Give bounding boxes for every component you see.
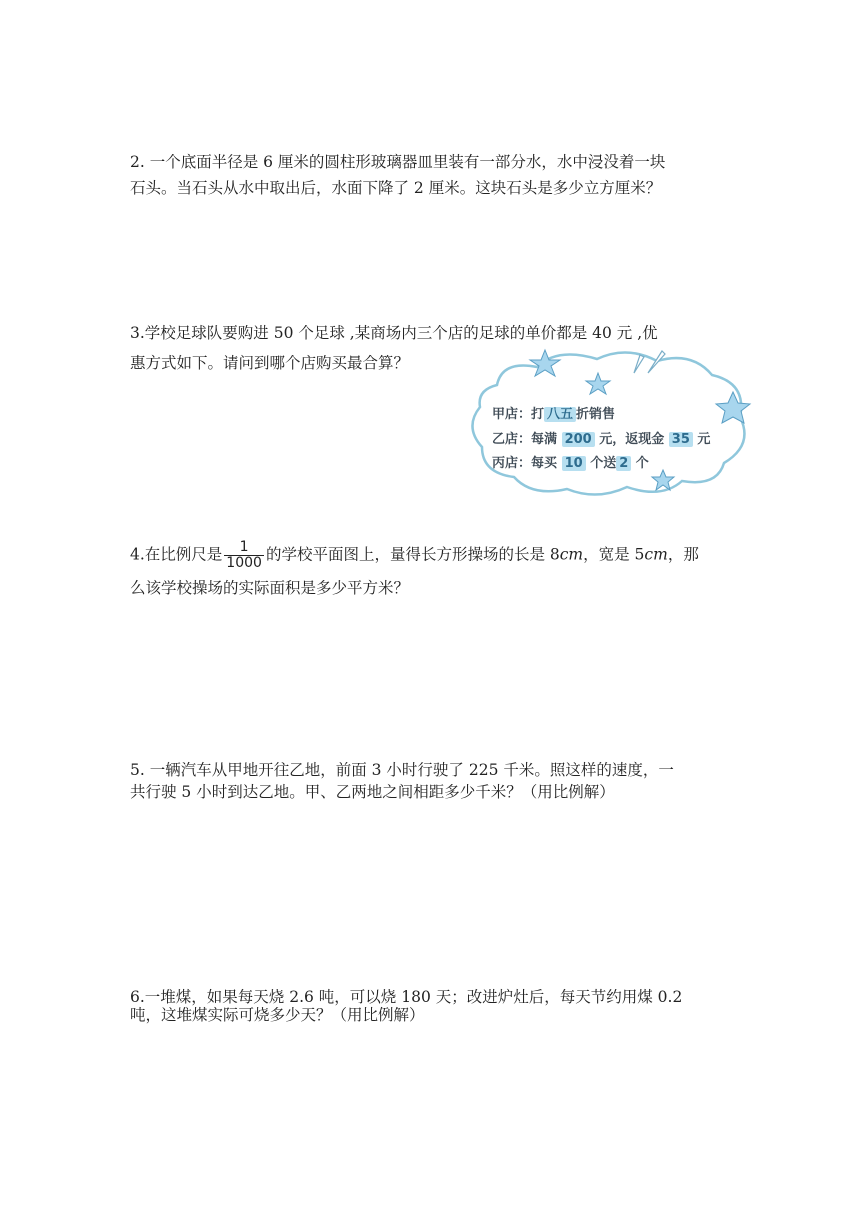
q5-line-1: 5. 一辆汽车从甲地开往乙地，前面 3 小时行驶了 225 千米。照这样的速度，一 [130, 761, 674, 779]
scale-fraction: $\frac{1}{1000}$ [226, 539, 262, 571]
promo-bing: 丙店：每买 10 个送 2 个 [492, 456, 649, 471]
promo-yi: 乙店：每满 200 元，返现金 35 元 [492, 432, 711, 447]
q2-line-1: 2. 一个底面半径是 6 厘米的圆柱形玻璃器皿里装有一部分水，水中浸没着一块 [130, 153, 666, 171]
q2-line-2: 石头。当石头从水中取出后，水面下降了 2 厘米。这块石头是多少立方厘米？ [130, 179, 662, 197]
q3-line-2: 惠方式如下。请问到哪个店购买最合算？ [130, 354, 410, 372]
q6-line-1: 6.一堆煤，如果每天烧 2.6 吨，可以烧 180 天；改进炉灶后，每天节约用煤 0.2 [130, 988, 683, 1006]
q4-line-2: 么该学校操场的实际面积是多少平方米？ [130, 579, 410, 597]
q4-line-1: 4.在比例尺是 $\frac{1}{1000}$ 的学校平面图上，量得长方形操场的长是 8cm，宽是 5cm，那 [130, 539, 699, 571]
q5-line-2: 共行驶 5 小时到达乙地。甲、乙两地之间相距多少千米？（用比例解） [130, 783, 615, 801]
q6-line-2: 吨，这堆煤实际可烧多少天？（用比例解） [130, 1006, 425, 1024]
promo-jia: 甲店：打 八五 折销售 [492, 407, 616, 422]
promo-cloud-illustration [462, 345, 757, 500]
q3-line-1: 3.学校足球队要购进 50 个足球 ,某商场内三个店的足球的单价都是 40 元 ,优 [130, 324, 658, 342]
cloud-icon [462, 345, 757, 500]
